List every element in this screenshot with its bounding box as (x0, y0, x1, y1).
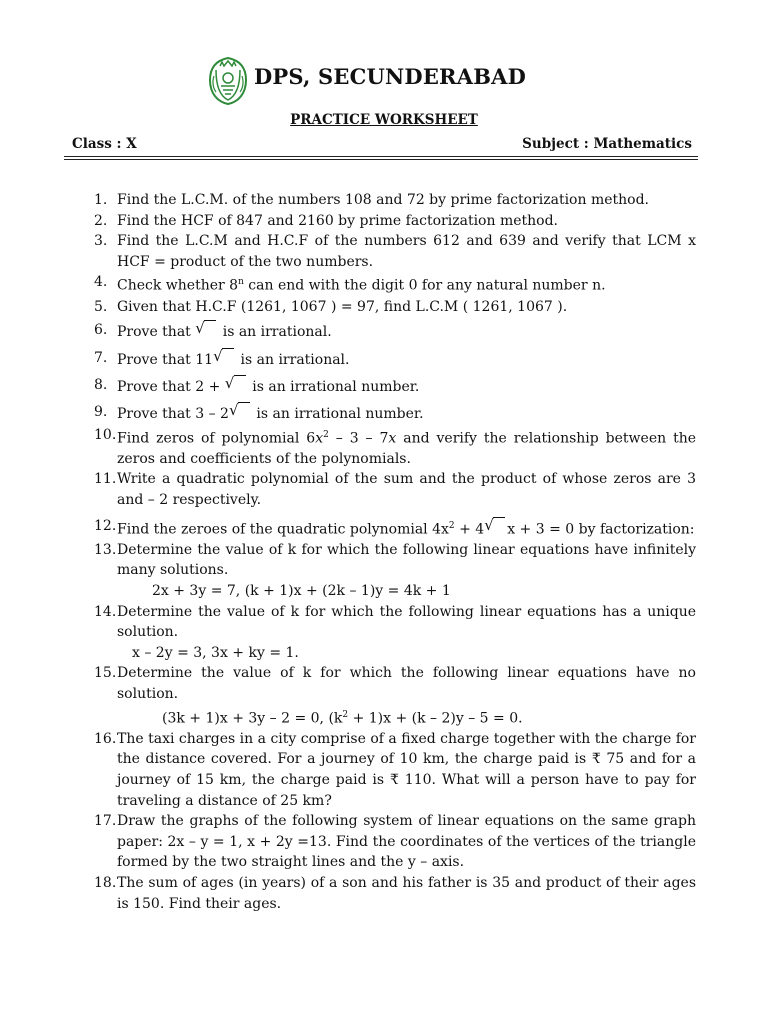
question-item (94, 211, 696, 232)
question-number: 6. (94, 322, 108, 339)
question-text: Determine the value of k for which the following linear equations have no solution. (117, 665, 696, 703)
question-number: 2. (94, 212, 108, 229)
question-number: 18. (94, 875, 117, 892)
question-text: Find the zeroes of the quadratic polynomial 4x (117, 521, 449, 538)
question-text: is an irrational number. (251, 406, 424, 422)
question-text: Prove that 2 + (117, 379, 225, 396)
question-number: 3. (94, 233, 108, 250)
question-item (94, 663, 696, 728)
question-number: 4. (94, 274, 108, 291)
square-root-symbol: √ (213, 348, 234, 371)
variable: x (315, 430, 324, 447)
question-text: is an irrational number. (247, 379, 420, 396)
exponent: n (238, 277, 244, 288)
question-text: The taxi charges in a city comprise of a fixed charge together with the charge for the distance covered. For a journey of 10 km, the charge paid is ₹ 75 and for a journey of 15 km, the charge paid is ₹ 110. What will a person have to pay for traveling a distance of 25 km? (117, 730, 696, 809)
question-number: 8. (94, 377, 108, 394)
equation-text: (3k + 1)x + 3y – 2 = 0, (k (162, 710, 343, 727)
question-item (94, 320, 696, 343)
question-number: 15. (94, 665, 117, 682)
equation: 2x + 3y = 7, (k + 1)x + (2k – 1)y = 4k + 1 (152, 583, 451, 600)
question-item (94, 348, 696, 371)
exponent: 2 (448, 520, 455, 531)
question-text: Given that H.C.F (1261, 1067 ) = 97, find L.C.M ( 1261, 1067 ). (117, 298, 568, 315)
question-number: 1. (94, 192, 108, 208)
question-text: Check whether 8 (117, 278, 239, 295)
question-text: can end with the digit 0 for any natural number n. (243, 278, 606, 295)
question-text: Write a quadratic polynomial of the sum and the product of whose zeros are 3 and – 2 respectively. (117, 471, 696, 509)
worksheet-title: PRACTICE WORKSHEET (290, 112, 478, 128)
question-text: Find zeros of polynomial 6 (117, 430, 316, 447)
question-text: Prove that 3 – 2 (117, 406, 229, 422)
school-name: DPS, SECUNDERABAD (254, 64, 527, 89)
square-root-symbol: √ (225, 375, 246, 398)
question-item (94, 297, 696, 318)
class-label: Class : X (72, 136, 137, 152)
question-number: 10. (94, 426, 117, 443)
question-number: 14. (94, 603, 117, 620)
question-item (94, 231, 696, 272)
subject-label: Subject : Mathematics (522, 136, 692, 152)
question-text: is an irrational. (236, 351, 350, 368)
question-item (94, 516, 696, 540)
question-item (94, 811, 696, 873)
header-rule (64, 156, 698, 157)
question-number: 9. (94, 404, 108, 420)
question-item (94, 425, 696, 470)
square-root-symbol: √ (195, 320, 216, 343)
question-text: Find the L.C.M. of the numbers 108 and 72 by prime factorization method. (117, 192, 649, 208)
question-text: Prove that (117, 324, 196, 341)
question-text: – 3 – 7 (328, 430, 389, 447)
equation: x – 2y = 3, 3x + ky = 1. (132, 644, 299, 661)
question-number: 5. (94, 298, 108, 315)
question-text: and verify the relationship between the zeros and coefficients of the polynomials. (117, 430, 696, 467)
question-item (94, 540, 696, 602)
question-number: 16. (94, 730, 117, 747)
exponent: 2 (342, 709, 349, 720)
question-text: Find the HCF of 847 and 2160 by prime factorization method. (117, 212, 558, 229)
variable: x (388, 430, 397, 447)
exponent: 2 (323, 429, 329, 440)
question-item (94, 469, 696, 510)
square-root-symbol: √ (229, 402, 250, 425)
class-subject-row (72, 136, 692, 156)
question-text: Determine the value of k for which the following linear equations has a unique solution. (117, 603, 696, 641)
question-text: Draw the graphs of the following system of linear equations on the same graph paper: 2x – y = 1, x + 2y =13. Find the coordinates of the vertices of the triangle formed by the two straight lines and the y – axis. (117, 813, 696, 871)
question-item (94, 375, 696, 398)
question-item (94, 190, 696, 211)
square-root-symbol: √ (484, 517, 505, 540)
equation-text: + 1)x + (k – 2)y – 5 = 0. (348, 710, 523, 727)
question-item (94, 602, 696, 664)
question-item (94, 873, 696, 914)
question-number: 17. (94, 813, 117, 830)
question-text: Prove that 11 (117, 351, 214, 368)
equation (117, 705, 696, 729)
question-item (94, 402, 696, 425)
question-number: 7. (94, 349, 108, 366)
question-number: 13. (94, 541, 117, 558)
dps-crest-icon (208, 56, 248, 106)
question-list (94, 190, 696, 914)
header-rule (64, 159, 698, 160)
question-text: is an irrational. (218, 324, 332, 341)
question-text: x + 3 = 0 by factorization: (507, 521, 695, 538)
question-item (94, 729, 696, 811)
page-header (0, 54, 768, 106)
question-text: Determine the value of k for which the following linear equations have infinitely many solutions. (117, 541, 696, 579)
question-number: 12. (94, 517, 117, 534)
question-number: 11. (94, 471, 117, 488)
question-text: Find the L.C.M and H.C.F of the numbers 612 and 639 and verify that LCM x HCF = product of the two numbers. (117, 233, 696, 270)
question-item (94, 272, 696, 296)
question-text: + 4 (454, 521, 485, 538)
question-text: The sum of ages (in years) of a son and his father is 35 and product of their ages is 150. Find their ages. (117, 875, 696, 912)
